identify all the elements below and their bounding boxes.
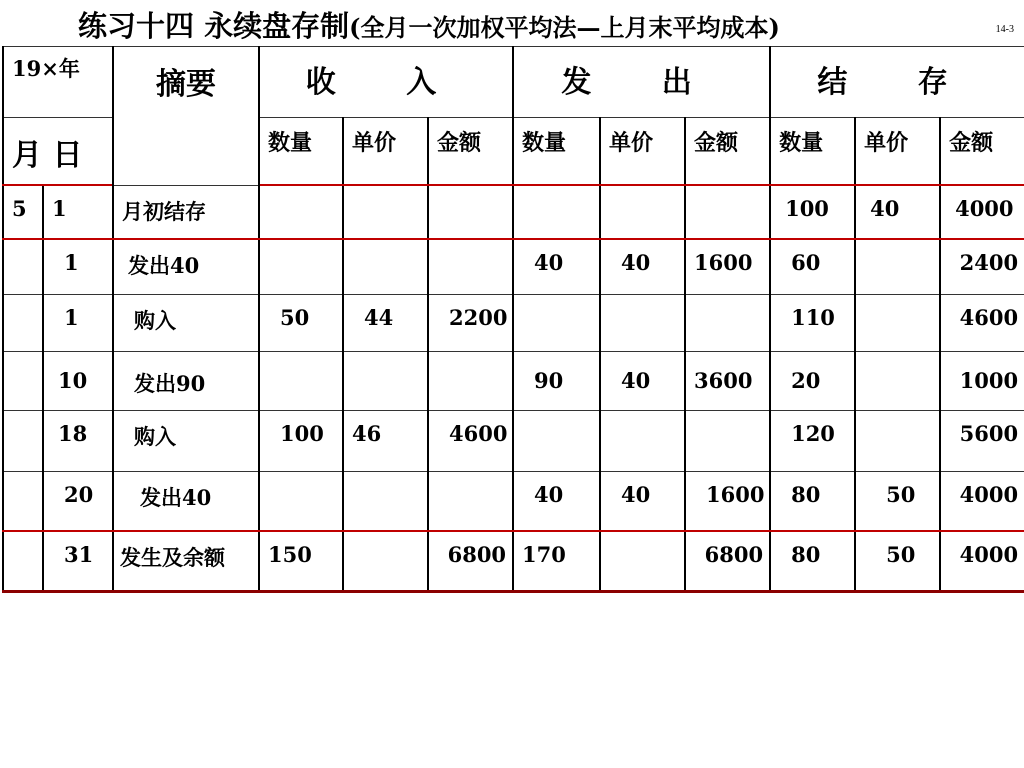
cell-out-amount: 6800 bbox=[685, 531, 770, 592]
cell-day: 20 bbox=[43, 472, 113, 532]
title-bar bbox=[0, 0, 1024, 46]
cell-in-qty: 100 bbox=[259, 411, 343, 472]
cell-bal-price bbox=[855, 239, 940, 295]
subheader-bal-amount: 金额 bbox=[940, 118, 1024, 186]
cell-month bbox=[3, 295, 43, 352]
cell-out-amount: 1600 bbox=[685, 239, 770, 295]
subheader-bal-qty: 数量 bbox=[770, 118, 855, 186]
cell-in-amount bbox=[428, 472, 513, 532]
cell-summary: 月初结存 bbox=[113, 185, 259, 239]
cell-day: 18 bbox=[43, 411, 113, 472]
cell-month bbox=[3, 239, 43, 295]
cell-bal-qty: 80 bbox=[770, 472, 855, 532]
cell-bal-qty: 20 bbox=[770, 352, 855, 411]
cell-bal-price: 40 bbox=[855, 185, 940, 239]
cell-summary: 购入 bbox=[113, 295, 259, 352]
cell-day: 1 bbox=[43, 295, 113, 352]
cell-month bbox=[3, 411, 43, 472]
cell-in-amount: 2200 bbox=[428, 295, 513, 352]
cell-in-qty: 50 bbox=[259, 295, 343, 352]
subheader-in-qty: 数量 bbox=[259, 118, 343, 186]
subheader-out-qty: 数量 bbox=[513, 118, 600, 186]
group-header-out: 发 出 bbox=[513, 47, 770, 118]
group-header-balance: 结 存 bbox=[770, 47, 1024, 118]
table-row bbox=[3, 472, 1024, 532]
inventory-ledger-table bbox=[2, 46, 1024, 593]
table-row-totals bbox=[3, 531, 1024, 592]
cell-bal-price bbox=[855, 352, 940, 411]
table-row bbox=[3, 352, 1024, 411]
cell-summary: 购入 bbox=[113, 411, 259, 472]
cell-out-qty bbox=[513, 295, 600, 352]
cell-month bbox=[3, 472, 43, 532]
subheader-out-amount: 金额 bbox=[685, 118, 770, 186]
cell-out-price: 40 bbox=[600, 239, 685, 295]
cell-summary: 发出90 bbox=[113, 352, 259, 411]
cell-out-price bbox=[600, 295, 685, 352]
cell-in-price: 46 bbox=[343, 411, 428, 472]
cell-summary: 发出40 bbox=[113, 472, 259, 532]
cell-month bbox=[3, 352, 43, 411]
title-main: 练习十四 永续盘存制 bbox=[78, 9, 350, 43]
cell-out-amount: 3600 bbox=[685, 352, 770, 411]
group-header-in: 收 入 bbox=[259, 47, 513, 118]
cell-bal-qty: 80 bbox=[770, 531, 855, 592]
cell-bal-amount: 5600 bbox=[940, 411, 1024, 472]
page-code: 14-3 bbox=[995, 24, 1014, 35]
cell-out-amount bbox=[685, 411, 770, 472]
table-row bbox=[3, 185, 1024, 239]
cell-out-price: 40 bbox=[600, 472, 685, 532]
cell-bal-price: 50 bbox=[855, 472, 940, 532]
subheader-in-price: 单价 bbox=[343, 118, 428, 186]
cell-in-qty bbox=[259, 472, 343, 532]
subheader-out-price: 单价 bbox=[600, 118, 685, 186]
cell-out-qty: 170 bbox=[513, 531, 600, 592]
year-header: 19×年 bbox=[3, 47, 113, 118]
header-row-1 bbox=[3, 47, 1024, 118]
cell-in-price: 44 bbox=[343, 295, 428, 352]
cell-in-price bbox=[343, 239, 428, 295]
cell-bal-amount: 4600 bbox=[940, 295, 1024, 352]
cell-in-price bbox=[343, 352, 428, 411]
cell-day: 10 bbox=[43, 352, 113, 411]
cell-in-price bbox=[343, 472, 428, 532]
cell-out-amount: 1600 bbox=[685, 472, 770, 532]
cell-in-amount: 4600 bbox=[428, 411, 513, 472]
cell-out-price: 40 bbox=[600, 352, 685, 411]
table-row bbox=[3, 411, 1024, 472]
cell-out-qty: 40 bbox=[513, 472, 600, 532]
cell-out-amount bbox=[685, 295, 770, 352]
cell-out-amount bbox=[685, 185, 770, 239]
cell-out-price bbox=[600, 185, 685, 239]
cell-in-amount bbox=[428, 185, 513, 239]
summary-header: 摘要 bbox=[113, 47, 259, 186]
cell-bal-amount: 4000 bbox=[940, 472, 1024, 532]
cell-in-qty bbox=[259, 352, 343, 411]
cell-day: 1 bbox=[43, 185, 113, 239]
month-day-header: 月 日 bbox=[3, 118, 113, 186]
cell-bal-amount: 1000 bbox=[940, 352, 1024, 411]
title-subtitle: (全月一次加权平均法—上月末平均成本) bbox=[349, 13, 780, 42]
cell-bal-price bbox=[855, 295, 940, 352]
cell-out-qty: 90 bbox=[513, 352, 600, 411]
cell-out-qty bbox=[513, 185, 600, 239]
cell-bal-amount: 4000 bbox=[940, 185, 1024, 239]
cell-month bbox=[3, 531, 43, 592]
cell-day: 31 bbox=[43, 531, 113, 592]
cell-bal-qty: 60 bbox=[770, 239, 855, 295]
cell-day: 1 bbox=[43, 239, 113, 295]
cell-in-qty: 150 bbox=[259, 531, 343, 592]
cell-in-amount: 6800 bbox=[428, 531, 513, 592]
cell-in-amount bbox=[428, 239, 513, 295]
cell-out-qty: 40 bbox=[513, 239, 600, 295]
subheader-in-amount: 金额 bbox=[428, 118, 513, 186]
cell-summary: 发出40 bbox=[113, 239, 259, 295]
page-title bbox=[78, 4, 780, 45]
cell-summary: 发生及余额 bbox=[113, 531, 259, 592]
cell-bal-price: 50 bbox=[855, 531, 940, 592]
table-row bbox=[3, 239, 1024, 295]
cell-out-price bbox=[600, 531, 685, 592]
cell-bal-qty: 110 bbox=[770, 295, 855, 352]
cell-bal-qty: 120 bbox=[770, 411, 855, 472]
cell-in-qty bbox=[259, 185, 343, 239]
cell-in-qty bbox=[259, 239, 343, 295]
cell-bal-amount: 4000 bbox=[940, 531, 1024, 592]
cell-in-amount bbox=[428, 352, 513, 411]
cell-month: 5 bbox=[3, 185, 43, 239]
cell-out-qty bbox=[513, 411, 600, 472]
subheader-bal-price: 单价 bbox=[855, 118, 940, 186]
cell-in-price bbox=[343, 531, 428, 592]
cell-bal-amount: 2400 bbox=[940, 239, 1024, 295]
cell-bal-qty: 100 bbox=[770, 185, 855, 239]
cell-bal-price bbox=[855, 411, 940, 472]
cell-in-price bbox=[343, 185, 428, 239]
cell-out-price bbox=[600, 411, 685, 472]
table-row bbox=[3, 295, 1024, 352]
